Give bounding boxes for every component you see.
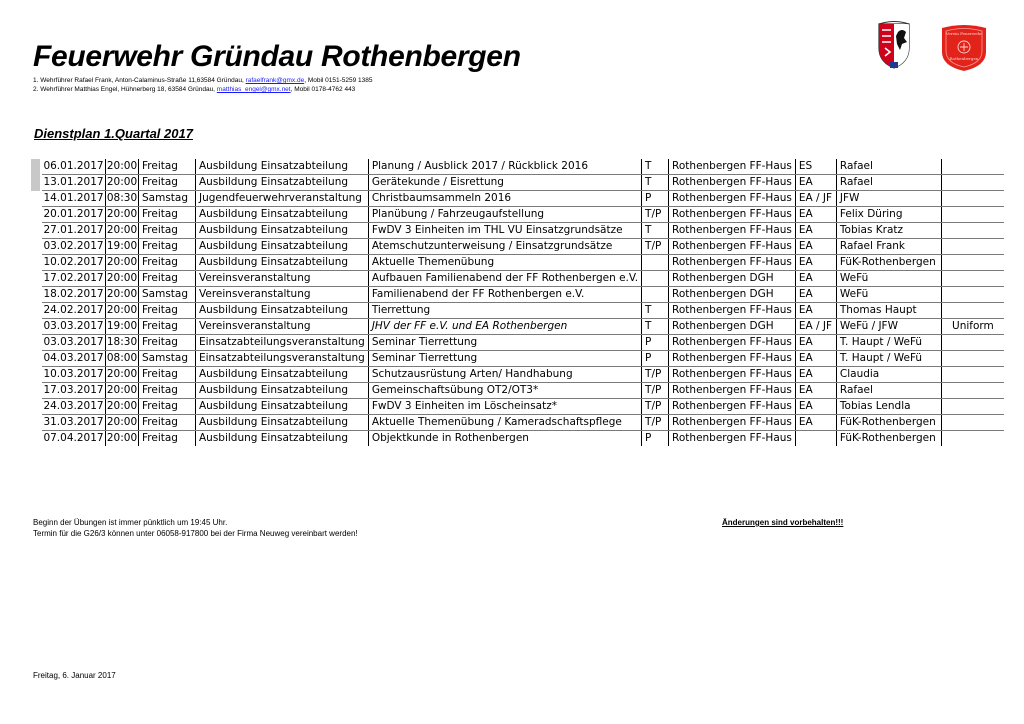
cell-lead: Thomas Haupt [836, 303, 941, 319]
schedule-subtitle: Dienstplan 1.Quartal 2017 [34, 126, 193, 141]
cell-date: 10.02.2017 [42, 255, 106, 271]
cell-place: Rothenbergen FF-Haus [669, 335, 796, 351]
cell-topic: FwDV 3 Einheiten im THL VU Einsatzgrundsätze [368, 223, 641, 239]
cell-note [941, 335, 1004, 351]
cell-code: T/P [642, 367, 669, 383]
cell-code: T [642, 159, 669, 175]
fire-brigade-association-badge-icon [938, 22, 990, 72]
cell-type: Vereinsveranstaltung [196, 287, 369, 303]
schedule-table [42, 159, 1004, 446]
cell-lead: Tobias Lendla [836, 399, 941, 415]
cell-place: Rothenbergen FF-Haus [669, 223, 796, 239]
cell-type: Ausbildung Einsatzabteilung [196, 159, 369, 175]
cell-lead: WeFü [836, 271, 941, 287]
cell-date: 17.02.2017 [42, 271, 106, 287]
table-row [42, 191, 1004, 207]
cell-place: Rothenbergen FF-Haus [669, 191, 796, 207]
cell-group: EA [795, 239, 836, 255]
changes-reserved-note: Änderungen sind vorbehalten!!! [722, 518, 844, 527]
svg-text:Rothenbergen: Rothenbergen [949, 56, 979, 61]
table-row [42, 271, 1004, 287]
cell-day: Samstag [139, 351, 196, 367]
cell-day: Freitag [139, 431, 196, 447]
contact-2-email-link[interactable]: matthias_engel@gmx.net [216, 86, 291, 93]
cell-type: Ausbildung Einsatzabteilung [196, 303, 369, 319]
note-start-time: Beginn der Übungen ist immer pünktlich um 19:45 Uhr. [33, 518, 228, 527]
cell-lead: WeFü / JFW [836, 319, 941, 335]
contact-1-phone: , Mobil 0151-5259 1385 [304, 77, 373, 84]
cell-date: 24.03.2017 [42, 399, 106, 415]
cell-date: 13.01.2017 [42, 175, 106, 191]
cell-place: Rothenbergen DGH [669, 271, 796, 287]
cell-place: Rothenbergen FF-Haus [669, 239, 796, 255]
cell-code: T/P [642, 207, 669, 223]
table-row [42, 159, 1004, 175]
cell-place: Rothenbergen FF-Haus [669, 383, 796, 399]
cell-topic: Gerätekunde / Eisrettung [368, 175, 641, 191]
cell-code: T/P [642, 383, 669, 399]
cell-note [941, 223, 1004, 239]
cell-date: 27.01.2017 [42, 223, 106, 239]
cell-day: Samstag [139, 287, 196, 303]
cell-time: 20:00 [106, 432, 138, 444]
cell-topic: Planung / Ausblick 2017 / Rückblick 2016 [368, 159, 641, 175]
cell-code: P [642, 191, 669, 207]
cell-code: P [642, 431, 669, 447]
cell-code [642, 287, 669, 303]
cell-topic: Familienabend der FF Rothenbergen e.V. [368, 287, 641, 303]
cell-lead: WeFü [836, 287, 941, 303]
cell-place: Rothenbergen FF-Haus [669, 415, 796, 431]
cell-group: EA [795, 223, 836, 239]
cell-place: Rothenbergen FF-Haus [669, 255, 796, 271]
cell-note: Uniform [941, 319, 1004, 335]
cell-note [941, 415, 1004, 431]
cell-note [941, 255, 1004, 271]
cell-place: Rothenbergen FF-Haus [669, 159, 796, 175]
cell-topic: Aufbauen Familienabend der FF Rothenbergen e.V. [368, 271, 641, 287]
cell-place: Rothenbergen FF-Haus [669, 207, 796, 223]
contact-1-text: 1. Wehrführer Rafael Frank, Anton-Calaminus-Straße 11,63584 Gründau, [33, 77, 246, 84]
cell-code [642, 271, 669, 287]
cell-note [941, 159, 1004, 175]
cell-lead: FüK-Rothenbergen [836, 255, 941, 271]
cell-day: Freitag [139, 239, 196, 255]
cell-date: 03.02.2017 [42, 239, 106, 255]
cell-place: Rothenbergen FF-Haus [669, 367, 796, 383]
cell-lead: JFW [836, 191, 941, 207]
cell-group: EA / JF [795, 319, 836, 335]
cell-note [941, 271, 1004, 287]
cell-group: EA / JF [795, 191, 836, 207]
cell-time: 20:00 [106, 399, 139, 415]
cell-type: Einsatzabteilungsveranstaltung [196, 335, 369, 351]
cell-topic: Seminar Tierrettung [368, 335, 641, 351]
cell-day: Freitag [139, 335, 196, 351]
cell-code: T/P [642, 399, 669, 415]
cell-code: P [642, 335, 669, 351]
cell-group: EA [795, 207, 836, 223]
cell-date: 24.02.2017 [42, 303, 106, 319]
contact-2-text: 2. Wehrführer Matthias Engel, Hühnerberg 18, 63584 Gründau, [33, 86, 217, 93]
cell-lead: Rafael Frank [836, 239, 941, 255]
cell-topic: Seminar Tierrettung [368, 351, 641, 367]
cell-group: EA [795, 271, 836, 287]
cell-place: Rothenbergen FF-Haus [669, 175, 796, 191]
cell-group: EA [795, 415, 836, 431]
cell-date: 18.02.2017 [42, 287, 106, 303]
cell-note [941, 399, 1004, 415]
cell-date: 10.03.2017 [42, 367, 106, 383]
cell-day: Freitag [139, 367, 196, 383]
cell-topic: Atemschutzunterweisung / Einsatzgrundsätze [368, 239, 641, 255]
note-g26-appointment: Termin für die G26/3 können unter 06058-917800 bei der Firma Neuweg vereinbart werden! [33, 529, 358, 538]
cell-topic: Objektkunde in Rothenbergen [368, 431, 641, 447]
cell-topic: Christbaumsammeln 2016 [368, 191, 641, 207]
table-row [42, 255, 1004, 271]
cell-group [795, 431, 836, 447]
table-row [42, 399, 1004, 415]
cell-date: 03.03.2017 [42, 319, 106, 335]
cell-time: 20:00 [106, 367, 139, 383]
footer-date: Freitag, 6. Januar 2017 [33, 671, 116, 680]
cell-time: 20:00 [106, 175, 139, 191]
cell-topic: Aktuelle Themenübung / Kameradschaftspflege [368, 415, 641, 431]
cell-code: T/P [642, 239, 669, 255]
cell-time: 08:30 [106, 191, 139, 207]
cell-lead: Tobias Kratz [836, 223, 941, 239]
cell-type: Ausbildung Einsatzabteilung [196, 431, 369, 447]
cell-day: Freitag [139, 319, 196, 335]
cell-group: EA [795, 351, 836, 367]
cell-time: 20:00 [106, 383, 139, 399]
cell-type: Vereinsveranstaltung [196, 319, 369, 335]
row-selection-marker [31, 159, 40, 191]
svg-text:Verein Feuerwehr: Verein Feuerwehr [945, 31, 983, 36]
cell-date: 20.01.2017 [42, 207, 106, 223]
cell-day: Freitag [139, 399, 196, 415]
cell-code: T [642, 303, 669, 319]
cell-type: Jugendfeuerwehrveranstaltung [196, 191, 369, 207]
cell-code [642, 255, 669, 271]
cell-day: Freitag [139, 383, 196, 399]
cell-lead: Felix Düring [836, 207, 941, 223]
table-row [42, 207, 1004, 223]
cell-code: T [642, 223, 669, 239]
cell-place: Rothenbergen DGH [669, 287, 796, 303]
cell-group: EA [795, 367, 836, 383]
cell-topic: Tierrettung [368, 303, 641, 319]
cell-type: Ausbildung Einsatzabteilung [196, 223, 369, 239]
coat-of-arms-icon [876, 18, 912, 72]
cell-day: Freitag [139, 159, 196, 175]
cell-day: Freitag [139, 415, 196, 431]
cell-group: EA [795, 303, 836, 319]
table-row [42, 319, 1004, 335]
contact-line-1 [33, 77, 373, 84]
cell-group: EA [795, 383, 836, 399]
cell-lead: Rafael [836, 159, 941, 175]
cell-note [941, 303, 1004, 319]
cell-topic: FwDV 3 Einheiten im Löscheinsatz* [368, 399, 641, 415]
cell-day: Freitag [139, 271, 196, 287]
cell-code: P [642, 351, 669, 367]
cell-group: ES [795, 159, 836, 175]
table-row [42, 239, 1004, 255]
cell-type: Ausbildung Einsatzabteilung [196, 207, 369, 223]
cell-place: Rothenbergen FF-Haus [669, 351, 796, 367]
cell-day: Freitag [139, 255, 196, 271]
cell-topic: Gemeinschaftsübung OT2/OT3* [368, 383, 641, 399]
cell-note [941, 191, 1004, 207]
cell-day: Freitag [139, 303, 196, 319]
contact-2-phone: , Mobil 0178-4762 443 [290, 86, 356, 93]
cell-group: EA [795, 399, 836, 415]
table-row [42, 335, 1004, 351]
cell-note [941, 207, 1004, 223]
table-row [42, 367, 1004, 383]
table-row [42, 303, 1004, 319]
table-row [42, 175, 1004, 191]
cell-type: Vereinsveranstaltung [196, 271, 369, 287]
table-row [42, 287, 1004, 303]
cell-group: EA [795, 287, 836, 303]
cell-type: Ausbildung Einsatzabteilung [196, 255, 369, 271]
cell-time: 20:00 [106, 415, 139, 431]
cell-lead: FüK-Rothenbergen [836, 415, 941, 431]
cell-date: 04.03.2017 [42, 351, 106, 367]
cell-code: T [642, 175, 669, 191]
cell-group: EA [795, 335, 836, 351]
cell-time: 20:00 [106, 207, 139, 223]
cell-type: Einsatzabteilungsveranstaltung [196, 351, 369, 367]
cell-date: 17.03.2017 [42, 383, 106, 399]
table-row [42, 351, 1004, 367]
cell-note [941, 351, 1004, 367]
cell-lead: T. Haupt / WeFü [836, 351, 941, 367]
table-row [42, 431, 1004, 447]
cell-date: 14.01.2017 [42, 191, 106, 207]
cell-group: EA [795, 255, 836, 271]
cell-day: Samstag [139, 191, 196, 207]
cell-date: 07.04.2017 [43, 432, 104, 444]
cell-date: 31.03.2017 [42, 415, 106, 431]
cell-lead: T. Haupt / WeFü [836, 335, 941, 351]
cell-note [941, 287, 1004, 303]
cell-code: T [642, 319, 669, 335]
cell-day: Freitag [139, 175, 196, 191]
cell-place: Rothenbergen FF-Haus [669, 303, 796, 319]
cell-place: Rothenbergen DGH [669, 319, 796, 335]
cell-time: 20:00 [106, 223, 139, 239]
cell-place: Rothenbergen FF-Haus [669, 431, 796, 447]
cell-time: 18:30 [106, 335, 139, 351]
cell-code: T/P [642, 415, 669, 431]
cell-note [941, 175, 1004, 191]
cell-type: Ausbildung Einsatzabteilung [196, 383, 369, 399]
table-row [42, 415, 1004, 431]
cell-day: Freitag [139, 223, 196, 239]
cell-day: Freitag [139, 207, 196, 223]
cell-type: Ausbildung Einsatzabteilung [196, 175, 369, 191]
cell-note [941, 383, 1004, 399]
cell-topic: Planübung / Fahrzeugaufstellung [368, 207, 641, 223]
cell-time: 19:00 [106, 239, 139, 255]
cell-date: 06.01.2017 [42, 159, 106, 175]
cell-type: Ausbildung Einsatzabteilung [196, 415, 369, 431]
cell-lead: Rafael [836, 175, 941, 191]
cell-time: 20:00 [106, 303, 139, 319]
cell-lead: Claudia [836, 367, 941, 383]
cell-time: 20:00 [106, 287, 139, 303]
cell-lead: FüK-Rothenbergen [836, 431, 941, 447]
cell-time: 08:00 [106, 351, 139, 367]
cell-type: Ausbildung Einsatzabteilung [196, 367, 369, 383]
cell-type: Ausbildung Einsatzabteilung [196, 239, 369, 255]
cell-type: Ausbildung Einsatzabteilung [196, 399, 369, 415]
cell-note [941, 367, 1004, 383]
page-title: Feuerwehr Gründau Rothenbergen [33, 40, 521, 73]
cell-note [941, 431, 1004, 447]
cell-note [941, 239, 1004, 255]
cell-lead: Rafael [836, 383, 941, 399]
cell-date: 03.03.2017 [42, 335, 106, 351]
cell-group: EA [795, 175, 836, 191]
cell-topic: Schutzausrüstung Arten/ Handhabung [368, 367, 641, 383]
contact-line-2 [33, 86, 355, 93]
cell-time: 20:00 [106, 159, 139, 175]
table-row [42, 383, 1004, 399]
cell-time: 20:00 [106, 255, 139, 271]
cell-time: 20:00 [106, 271, 139, 287]
cell-time: 19:00 [106, 319, 139, 335]
cell-place: Rothenbergen FF-Haus [669, 399, 796, 415]
contact-1-email-link[interactable]: rafaelfrank@gmx.de [245, 77, 305, 84]
table-row [42, 223, 1004, 239]
cell-topic: Aktuelle Themenübung [368, 255, 641, 271]
cell-topic: JHV der FF e.V. und EA Rothenbergen [368, 319, 641, 335]
